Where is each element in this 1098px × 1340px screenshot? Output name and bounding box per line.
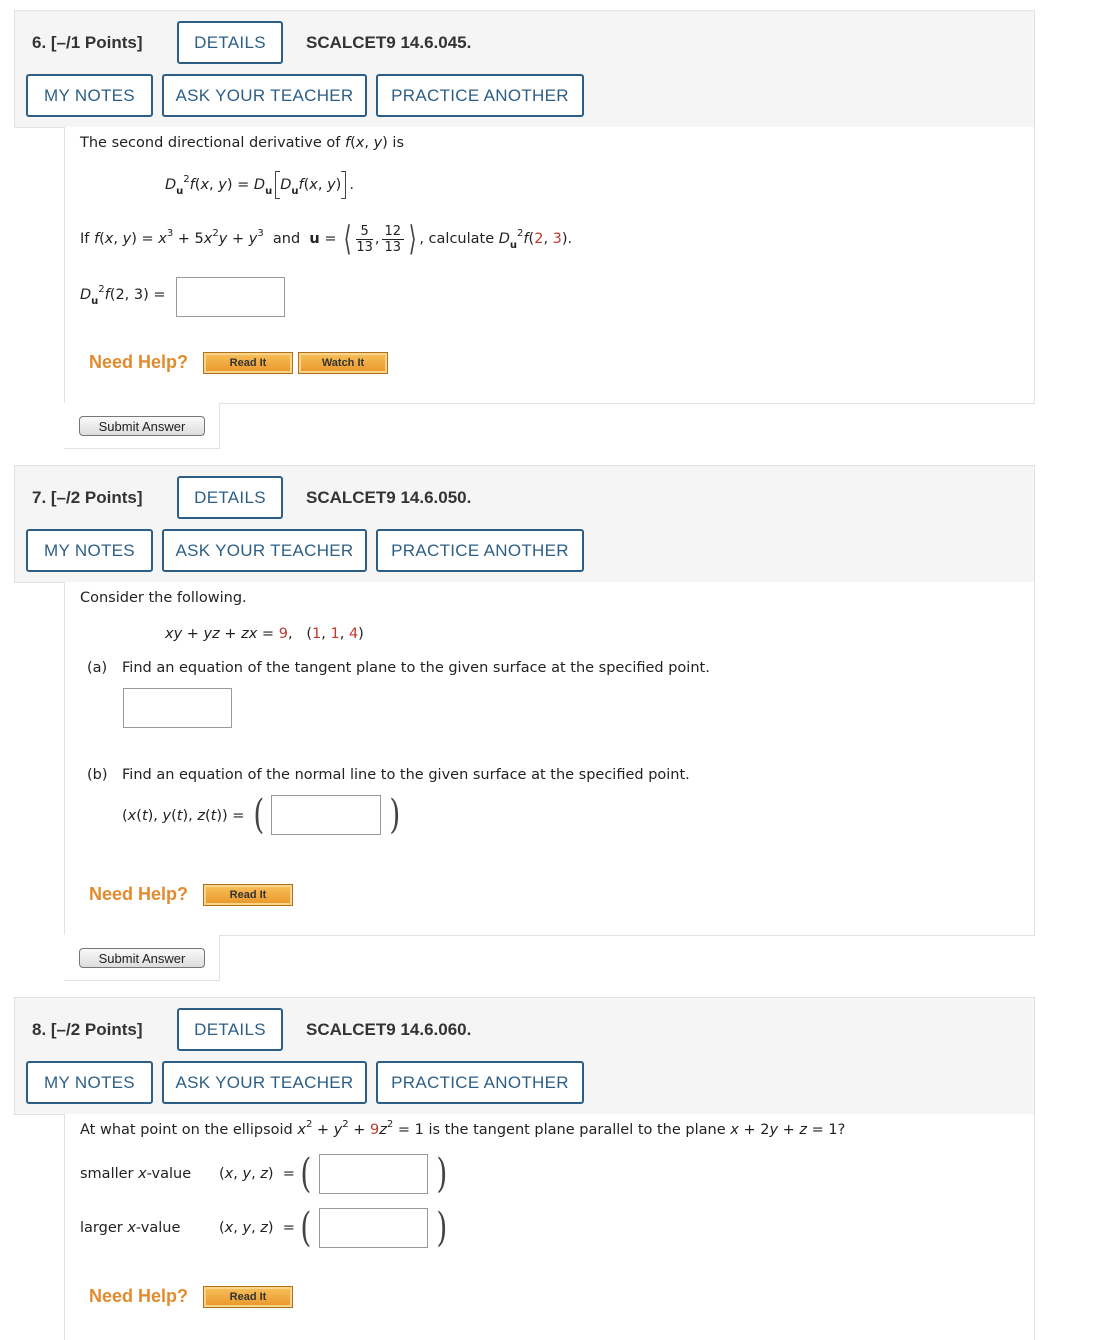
details-button[interactable]: DETAILS xyxy=(177,476,283,519)
read-it-button[interactable]: Read It xyxy=(203,884,293,906)
question-header xyxy=(14,997,1035,1115)
question-code: SCALCET9 14.6.045. xyxy=(306,33,472,52)
question-body xyxy=(64,1114,1035,1340)
my-notes-button[interactable]: MY NOTES xyxy=(26,1061,153,1104)
left-paren: ( xyxy=(300,1205,312,1251)
part-a-text: Find an equation of the tangent plane to the given surface at the specified point. xyxy=(122,660,710,676)
practice-another-button[interactable]: PRACTICE ANOTHER xyxy=(376,74,584,117)
practice-another-button[interactable]: PRACTICE ANOTHER xyxy=(376,1061,584,1104)
question-6 xyxy=(14,10,1035,450)
question-7 xyxy=(14,465,1035,985)
my-notes-button[interactable]: MY NOTES xyxy=(26,74,153,117)
question-body xyxy=(64,127,1035,404)
submit-answer-button[interactable]: Submit Answer xyxy=(79,948,205,968)
normal-line-input[interactable] xyxy=(271,795,381,835)
left-paren: ( xyxy=(300,1151,312,1197)
surface-equation: xy + yz + zx = 9, (1, 1, 4) xyxy=(165,626,364,642)
watch-it-button[interactable]: Watch It xyxy=(298,352,388,374)
question-body xyxy=(64,582,1035,936)
question-intro: At what point on the ellipsoid $x^2 + y^2 + 9z^2 = 1$ is the tangent plane parallel to the plane x + 2y + z = 1? xyxy=(80,1119,846,1138)
question-number: 8. [–/2 Points] xyxy=(32,1020,143,1039)
larger-x-label: larger x-value xyxy=(80,1220,181,1236)
practice-another-button[interactable]: PRACTICE ANOTHER xyxy=(376,529,584,572)
smaller-xyz-label: (x, y, z) = xyxy=(219,1166,295,1182)
part-b-text: Find an equation of the normal line to the given surface at the specified point. xyxy=(122,767,690,783)
left-paren: ( xyxy=(253,792,265,838)
part-b-label: (b) xyxy=(87,767,108,783)
right-paren: ) xyxy=(389,792,401,838)
question-header xyxy=(14,10,1035,128)
question-code: SCALCET9 14.6.050. xyxy=(306,488,472,507)
answer-input[interactable] xyxy=(176,277,285,317)
normal-line-label: (x(t), y(t), z(t)) = xyxy=(122,808,245,824)
details-button[interactable]: DETAILS xyxy=(177,21,283,64)
submit-area xyxy=(64,403,220,449)
need-help-label: Need Help? xyxy=(89,884,189,904)
submit-area xyxy=(64,935,220,981)
ask-your-teacher-button[interactable]: ASK YOUR TEACHER xyxy=(162,74,367,117)
need-help-label: Need Help? xyxy=(89,352,189,372)
read-it-button[interactable]: Read It xyxy=(203,1286,293,1308)
submit-answer-button[interactable]: Submit Answer xyxy=(79,416,205,436)
larger-x-input[interactable] xyxy=(319,1208,428,1248)
smaller-x-input[interactable] xyxy=(319,1154,428,1194)
formula-definition: $D_u^2f(x$, $y) = D_u$ $D_uf(x$, y) . xyxy=(165,171,354,199)
question-code: SCALCET9 14.6.060. xyxy=(306,1020,472,1039)
details-button[interactable]: DETAILS xyxy=(177,1008,283,1051)
ask-your-teacher-button[interactable]: ASK YOUR TEACHER xyxy=(162,1061,367,1104)
question-number: 7. [–/2 Points] xyxy=(32,488,143,507)
question-intro: The second directional derivative of f(x, y) is xyxy=(80,135,405,151)
answer-label: $D_u^2f(2$, 3) = xyxy=(80,284,166,307)
read-it-button[interactable]: Read It xyxy=(203,352,293,374)
tangent-plane-input[interactable] xyxy=(123,688,232,728)
my-notes-button[interactable]: MY NOTES xyxy=(26,529,153,572)
need-help-label: Need Help? xyxy=(89,1286,189,1306)
part-a-label: (a) xyxy=(87,660,108,676)
right-paren: ) xyxy=(436,1151,448,1197)
question-number: 6. [–/1 Points] xyxy=(32,33,143,52)
smaller-x-label: smaller x-value xyxy=(80,1166,192,1182)
question-8 xyxy=(14,997,1035,1339)
larger-xyz-label: (x, y, z) = xyxy=(219,1220,295,1236)
problem-statement: If f(x, $y) = x^3 + 5x^2y + y^3$ and u = ⟨ $\frac{5}{13}$ , $\frac{12}{13}$ ⟩ , calculate $D_u^2f(2$, 3). xyxy=(80,219,573,259)
ask-your-teacher-button[interactable]: ASK YOUR TEACHER xyxy=(162,529,367,572)
question-header xyxy=(14,465,1035,583)
right-paren: ) xyxy=(436,1205,448,1251)
question-intro: Consider the following. xyxy=(80,590,247,606)
